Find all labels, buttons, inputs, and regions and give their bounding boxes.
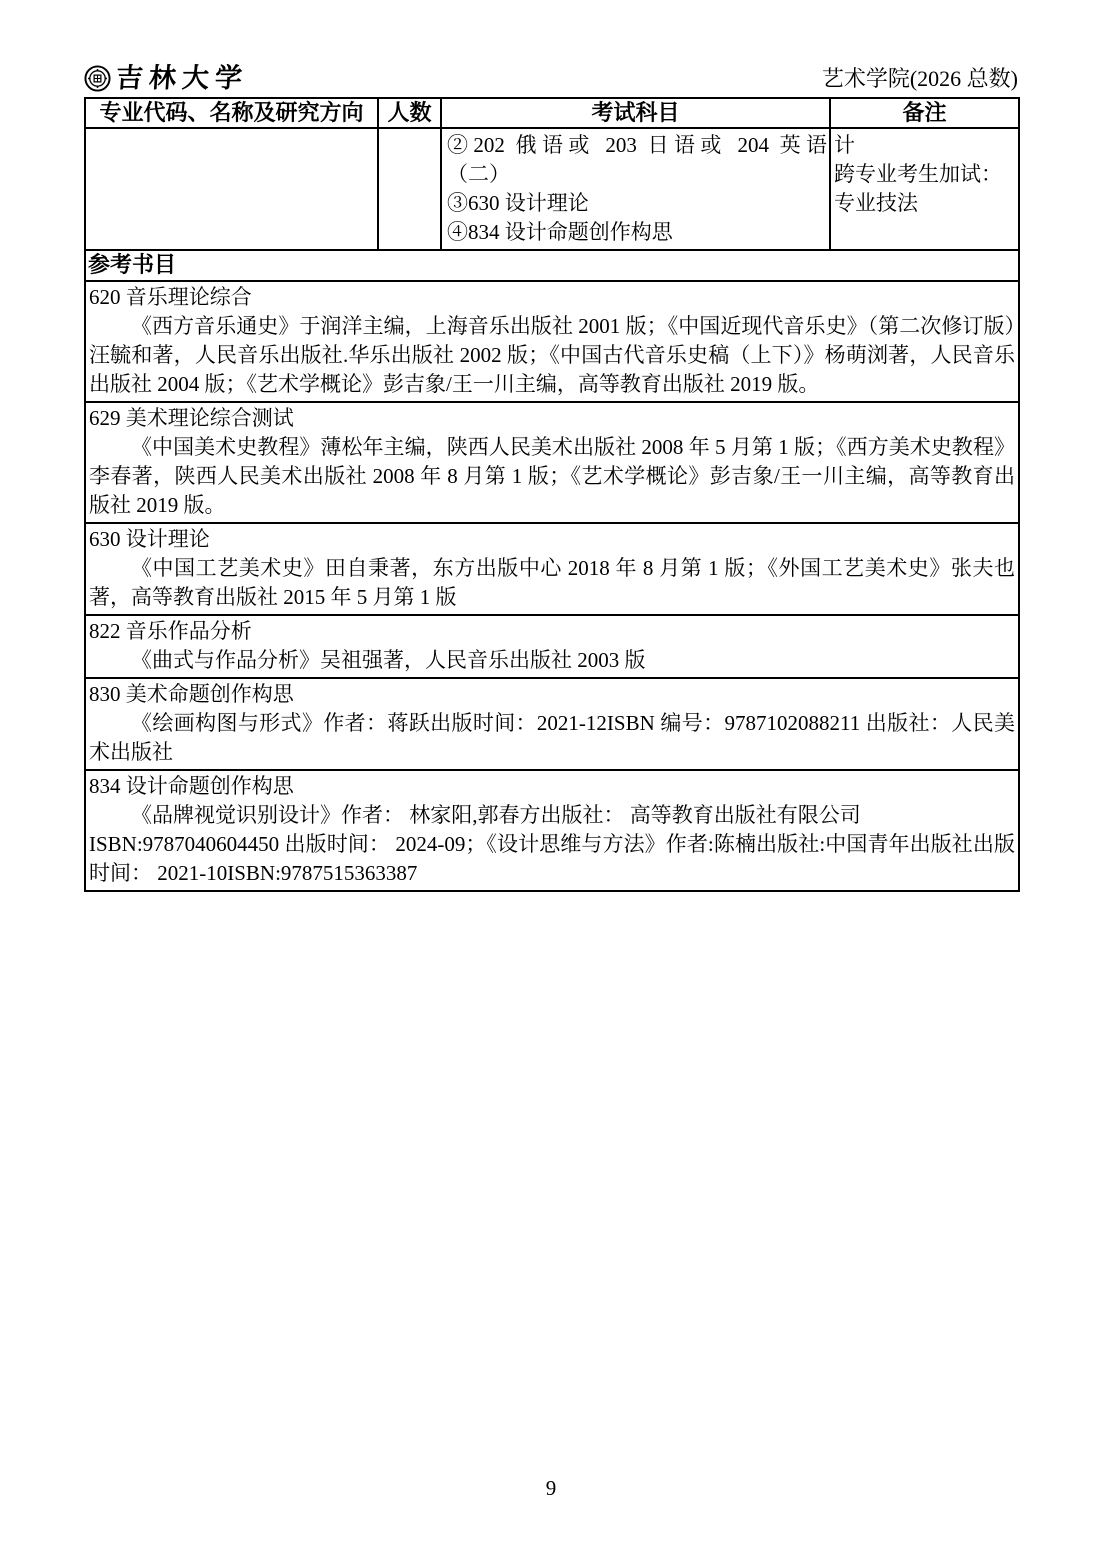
col-header-count: 人数	[378, 98, 441, 128]
admissions-table	[84, 97, 1020, 892]
subject-line: ③630 设计理论	[447, 191, 589, 215]
reference-cell	[85, 523, 1019, 615]
reference-header-row	[85, 250, 1019, 281]
college-label: 艺术学院(2026 总数)	[821, 65, 1018, 91]
reference-row	[85, 402, 1019, 523]
university-seal-icon	[84, 65, 111, 92]
count-cell	[378, 128, 441, 250]
reference-row	[85, 281, 1019, 402]
major-cell	[85, 128, 378, 250]
ref-body: 《曲式与作品分析》吴祖强著，人民音乐出版社 2003 版	[131, 648, 646, 672]
subject-line: ④834 设计命题创作构思	[447, 220, 673, 244]
ref-body-continued: ISBN:9787040604450 出版时间： 2024-09；《设计思维与方法》作者:陈楠出版社:中国青年出版社出版时间： 2021-10ISBN:9787515363387	[89, 832, 1015, 885]
reference-cell	[85, 615, 1019, 678]
page-number: 9	[545, 1476, 557, 1500]
col-header-subjects: 考试科目	[441, 98, 830, 128]
reference-cell	[85, 402, 1019, 523]
remarks-cell	[830, 128, 1019, 250]
col-header-remarks: 备注	[830, 98, 1019, 128]
document-header	[84, 54, 1018, 94]
ref-title: 620 音乐理论综合	[89, 285, 252, 309]
reference-row	[85, 523, 1019, 615]
reference-cell	[85, 281, 1019, 402]
program-row	[85, 128, 1019, 250]
ref-body: 《中国工艺美术史》田自秉著，东方出版中心 2018 年 8 月第 1 版；《外国工艺美术史》张夫也著，高等教育出版社 2015 年 5 月第 1 版	[89, 556, 1015, 609]
col-header-major: 专业代码、名称及研究方向	[85, 98, 378, 128]
table-header-row	[85, 98, 1019, 128]
reference-cell	[85, 678, 1019, 770]
remark-line: 跨专业考生加试：	[834, 162, 1002, 186]
ref-title: 834 设计命题创作构思	[89, 774, 294, 798]
ref-body: 《品牌视觉识别设计》作者： 林家阳,郭春方出版社： 高等教育出版社有限公司	[131, 803, 861, 827]
subject-line: ②202 俄语或 203 日语或 204 英语	[447, 133, 827, 157]
subjects-cell	[441, 128, 830, 250]
reference-row	[85, 770, 1019, 891]
ref-title: 629 美术理论综合测试	[89, 406, 294, 430]
reference-row	[85, 678, 1019, 770]
ref-title: 830 美术命题创作构思	[89, 682, 294, 706]
ref-title: 822 音乐作品分析	[89, 619, 252, 643]
university-name: 吉林大学	[114, 63, 250, 93]
subject-line: （二）	[447, 162, 510, 186]
remark-line: 计	[834, 133, 855, 157]
ref-body: 《中国美术史教程》薄松年主编，陕西人民美术出版社 2008 年 5 月第 1 版；《西方美术史教程》李春著，陕西人民美术出版社 2008 年 8 月第 1 版；《艺术学概论》彭吉象/王一川主编，高等教育出版社 2019 版。	[89, 435, 1015, 517]
university-logo	[84, 65, 248, 94]
reference-cell	[85, 770, 1019, 891]
ref-title: 630 设计理论	[89, 527, 210, 551]
ref-body: 《西方音乐通史》于润洋主编，上海音乐出版社 2001 版；《中国近现代音乐史》（第二次修订版）汪毓和著，人民音乐出版社.华乐出版社 2002 版；《中国古代音乐史稿（上下）》杨萌浏著，人民音乐出版社 2004 版；《艺术学概论》彭吉象/王一川主编，高等教育出版社 2019 版。	[89, 314, 1015, 396]
reference-header-label: 参考书目	[85, 250, 1019, 281]
ref-body: 《绘画构图与形式》作者：蒋跃出版时间：2021-12ISBN 编号：9787102088211 出版社：人民美术出版社	[89, 711, 1015, 764]
remark-line: 专业技法	[834, 191, 918, 215]
reference-row	[85, 615, 1019, 678]
